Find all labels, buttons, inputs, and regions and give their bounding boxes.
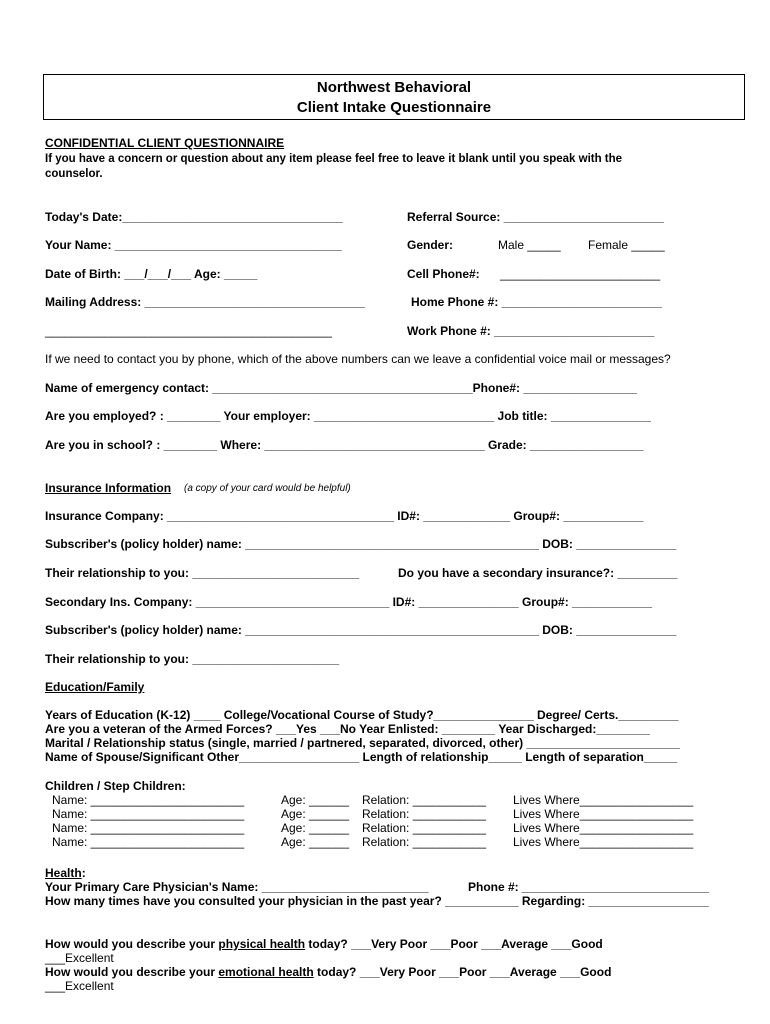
gender-male-option[interactable]: Male _____ (498, 238, 561, 252)
relationship2-field[interactable]: Their relationship to you: ______________________ (45, 652, 340, 666)
consulted-physician-field[interactable]: How many times have you consulted your physician in the past year? ___________ Regarding: __________________ (45, 894, 709, 908)
child-name-field[interactable]: Name: _______________________ (52, 835, 245, 849)
mailing-address-field[interactable]: Mailing Address: _________________________________ (45, 295, 365, 309)
emotional-health-prefix: How would you describe your (45, 965, 219, 979)
child-age-field[interactable]: Age: ______ (281, 807, 350, 821)
emotional-health-options[interactable]: today? ___Very Poor ___Poor ___Average ___Good (313, 965, 612, 979)
child-lives-where-field[interactable]: Lives Where_________________ (513, 793, 694, 807)
school-field[interactable]: Are you in school? : ________ Where: _________________________________ Grade: _________________ (45, 438, 644, 452)
physical-health-term: physical health (218, 937, 306, 951)
dob-age-field[interactable]: Date of Birth: ___/___/___ Age: _____ (45, 267, 258, 281)
child-relation-field[interactable]: Relation: ___________ (362, 835, 487, 849)
form-title: Client Intake Questionnaire (296, 99, 492, 116)
org-name: Northwest Behavioral (316, 79, 472, 96)
gender-label: Gender: (407, 238, 454, 252)
marital-status-line[interactable]: Marital / Relationship status (single, married / partnered, separated, divorced, other) _______________________ (45, 736, 680, 750)
cell-phone-field[interactable]: ________________________ (500, 267, 661, 281)
intro-text-2: counselor. (45, 168, 103, 180)
work-phone-field[interactable]: Work Phone #: ________________________ (407, 324, 655, 338)
insurance-company-field[interactable]: Insurance Company: __________________________________ ID#: _____________ Group#: ____________ (45, 509, 644, 523)
todays-date-field[interactable]: Today's Date:_________________________________ (45, 210, 343, 224)
child-lives-where-field[interactable]: Lives Where_________________ (513, 821, 694, 835)
subscriber2-name-field[interactable]: Subscriber's (policy holder) name: ____________________________________________ DOB: _______________ (45, 623, 677, 637)
education-line1[interactable]: Years of Education (K-12) ____ College/Vocational Course of Study?_______________ Degree/ Certs._________ (45, 708, 679, 722)
child-lives-where-field[interactable]: Lives Where_________________ (513, 807, 694, 821)
child-age-field[interactable]: Age: ______ (281, 835, 350, 849)
emotional-health-question[interactable] (45, 965, 611, 979)
insurance-heading: Insurance Information (45, 481, 172, 495)
child-name-field[interactable]: Name: _______________________ (52, 793, 245, 807)
child-age-field[interactable]: Age: ______ (281, 793, 350, 807)
confidential-heading: CONFIDENTIAL CLIENT QUESTIONNAIRE (45, 136, 285, 150)
home-phone-field[interactable]: Home Phone #: ________________________ (411, 295, 662, 309)
child-name-field[interactable]: Name: _______________________ (52, 807, 245, 821)
child-name-field[interactable]: Name: _______________________ (52, 821, 245, 835)
cell-phone-label: Cell Phone#: (407, 267, 480, 281)
physical-health-excellent-option[interactable]: ___Excellent (45, 951, 114, 965)
emotional-health-term: emotional health (218, 965, 314, 979)
relationship-field[interactable]: Their relationship to you: _________________________ (45, 566, 360, 580)
health-heading-text: Health (45, 866, 82, 880)
intro-text-1: If you have a concern or question about any item please feel free to leave it blank until you speak with the (45, 153, 623, 165)
physician-phone-field[interactable]: Phone #: ____________________________ (468, 880, 709, 894)
secondary-company-field[interactable]: Secondary Ins. Company: _____________________________ ID#: _______________ Group#: ____________ (45, 595, 653, 609)
child-lives-where-field[interactable]: Lives Where_________________ (513, 835, 694, 849)
address-line2-field[interactable]: ___________________________________________ (45, 324, 332, 338)
form-title-box (43, 74, 745, 120)
children-heading: Children / Step Children: (45, 779, 186, 793)
education-heading: Education/Family (45, 680, 145, 694)
child-relation-field[interactable]: Relation: ___________ (362, 807, 487, 821)
emotional-health-excellent-option[interactable]: ___Excellent (45, 979, 114, 993)
physical-health-question[interactable] (45, 937, 603, 951)
your-name-field[interactable]: Your Name: __________________________________ (45, 238, 342, 252)
health-heading: Health: (45, 866, 86, 880)
subscriber-name-field[interactable]: Subscriber's (policy holder) name: ____________________________________________ DOB: _______________ (45, 537, 677, 551)
gender-female-option[interactable]: Female _____ (588, 238, 665, 252)
physical-health-prefix: How would you describe your (45, 937, 219, 951)
secondary-insurance-question[interactable]: Do you have a secondary insurance?: _________ (398, 566, 678, 580)
physical-health-options[interactable]: today? ___Very Poor ___Poor ___Average ___Good (305, 937, 603, 951)
child-relation-field[interactable]: Relation: ___________ (362, 793, 487, 807)
veteran-line[interactable]: Are you a veteran of the Armed Forces? ___Yes ___No Year Enlisted: ________ Year Discharged:________ (45, 722, 650, 736)
insurance-note: (a copy of your card would be helpful) (184, 483, 351, 494)
spouse-line[interactable]: Name of Spouse/Significant Other__________________ Length of relationship_____ Length of separation_____ (45, 750, 678, 764)
employment-field[interactable]: Are you employed? : ________ Your employer: ___________________________ Job title: _______________ (45, 409, 651, 423)
voicemail-question: If we need to contact you by phone, which of the above numbers can we leave a confidential voice mail or messages? (45, 352, 671, 366)
emergency-contact-field[interactable]: Name of emergency contact: _______________________________________Phone#: _________________ (45, 381, 637, 395)
child-age-field[interactable]: Age: ______ (281, 821, 350, 835)
referral-source-field[interactable]: Referral Source: ________________________ (407, 210, 664, 224)
physician-name-field[interactable]: Your Primary Care Physician's Name: _________________________ (45, 880, 429, 894)
child-relation-field[interactable]: Relation: ___________ (362, 821, 487, 835)
